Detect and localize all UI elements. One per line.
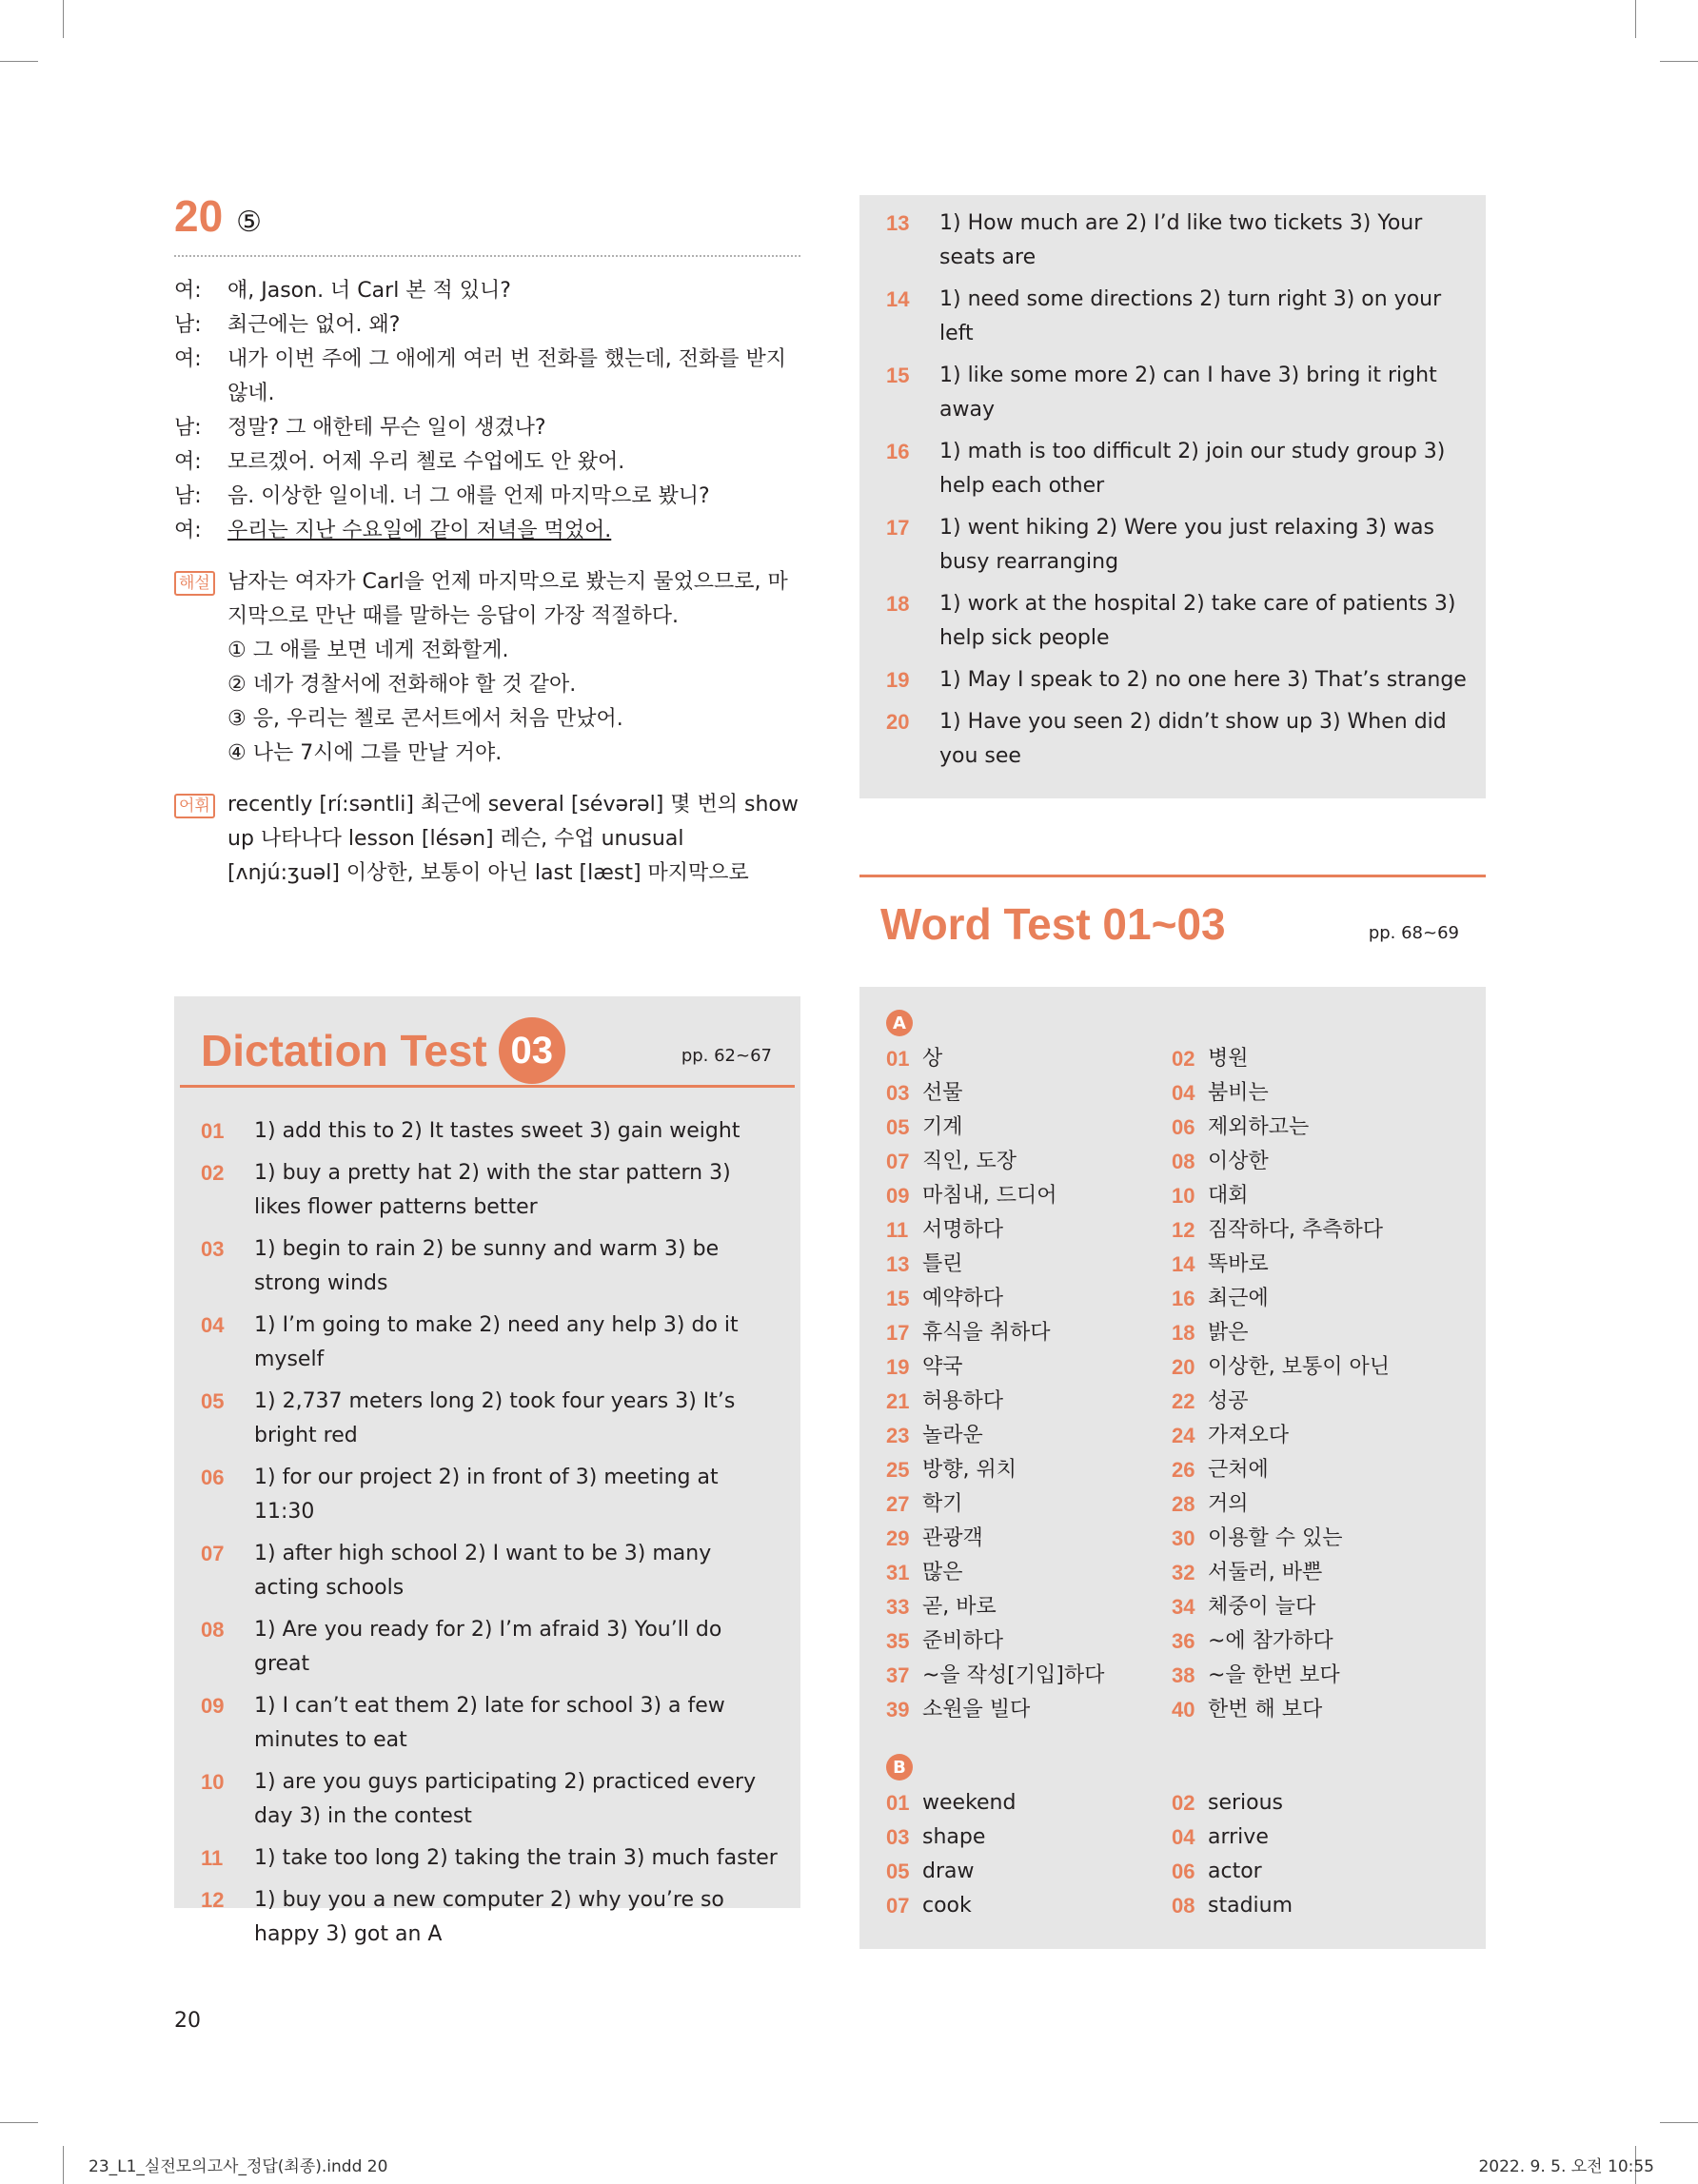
word-meaning: 이상한 [1208, 1150, 1269, 1173]
word-meaning: 붐비는 [1208, 1081, 1269, 1105]
word-meaning: ~을 작성[기입]하다 [922, 1663, 1105, 1687]
word-meaning: 방향, 위치 [922, 1458, 1017, 1482]
dictation-item [886, 283, 1467, 351]
vocabulary [174, 788, 800, 891]
word-number: 09 [886, 1184, 910, 1208]
word-meaning: 가져오다 [1208, 1424, 1290, 1447]
word-number: 22 [1172, 1389, 1195, 1413]
word-number: 08 [1172, 1894, 1195, 1918]
word-meaning: 선물 [922, 1081, 963, 1105]
word-meaning: ~에 참가하다 [1208, 1629, 1333, 1653]
dialogue-line [174, 274, 800, 308]
word-item [886, 1556, 1172, 1590]
dictation-item [886, 705, 1467, 774]
word-number: 35 [886, 1629, 910, 1653]
word-item [886, 1350, 1172, 1385]
word-item [886, 1179, 1172, 1213]
item-answers: 1) buy a pretty hat 2) with the star pattern 3) likes flower patterns better [254, 1161, 731, 1219]
question-header [174, 190, 800, 257]
word-number: 15 [886, 1287, 910, 1310]
word-meaning: 상 [922, 1047, 943, 1071]
item-number: 14 [886, 287, 910, 311]
item-number: 11 [201, 1846, 224, 1870]
word-number: 06 [1172, 1859, 1195, 1883]
dialogue [174, 274, 800, 548]
item-answers: 1) I can’t eat them 2) late for school 3) a few minutes to eat [254, 1694, 725, 1752]
item-number: 16 [886, 440, 910, 463]
word-meaning: 최근에 [1208, 1287, 1269, 1310]
word-meaning: 체중이 늘다 [1208, 1595, 1316, 1619]
word-number: 33 [886, 1595, 910, 1619]
word-number: 29 [886, 1526, 910, 1550]
dictation-item [201, 1156, 781, 1225]
word-item [886, 1659, 1172, 1693]
dialogue-line [174, 445, 800, 480]
item-answers: 1) math is too difficult 2) join our study group 3) help each other [939, 440, 1446, 498]
word-item [886, 1042, 1172, 1076]
item-answers: 1) Have you seen 2) didn’t show up 3) When did you see [939, 710, 1447, 768]
word-item [886, 1693, 1172, 1727]
word-number: 11 [886, 1218, 909, 1242]
word-meaning: serious [1208, 1791, 1284, 1815]
dictation-item [886, 435, 1467, 503]
word-number: 37 [886, 1663, 910, 1687]
item-number: 17 [886, 516, 910, 540]
answer-option: ① 그 애를 보면 네게 전화할게. [227, 639, 509, 662]
word-number: 36 [1172, 1629, 1195, 1653]
dictation-title: Dictation Test [201, 1026, 487, 1075]
word-test-header [859, 875, 1486, 970]
item-answers: 1) I’m going to make 2) need any help 3) do it myself [254, 1313, 739, 1371]
word-item [886, 1076, 1172, 1111]
speaker-label: 남: [174, 313, 202, 337]
word-number: 01 [886, 1047, 910, 1071]
dictation-item [201, 1385, 781, 1453]
word-number: 10 [1172, 1184, 1195, 1208]
crop-mark [63, 2146, 64, 2184]
crop-mark [1660, 61, 1698, 62]
item-number: 09 [201, 1694, 225, 1718]
dictation-item [201, 1308, 781, 1377]
dictation-item [201, 1461, 781, 1529]
speaker-label: 여: [174, 347, 202, 371]
word-number: 28 [1172, 1492, 1195, 1516]
vocabulary-tag: 어휘 [174, 794, 215, 818]
word-number: 02 [1172, 1791, 1195, 1815]
word-meaning: stadium [1208, 1894, 1293, 1918]
word-number: 30 [1172, 1526, 1195, 1550]
word-item [886, 1487, 1172, 1522]
word-meaning: 곧, 바로 [922, 1595, 997, 1619]
word-item [1172, 1522, 1457, 1556]
item-answers: 1) after high school 2) I want to be 3) many acting schools [254, 1542, 712, 1600]
word-number: 25 [886, 1458, 910, 1482]
word-item [886, 1590, 1172, 1624]
item-number: 03 [201, 1237, 225, 1261]
speaker-label: 남: [174, 416, 202, 440]
dialogue-text: 얘, Jason. 너 Carl 본 적 있니? [227, 279, 511, 303]
item-answers: 1) begin to rain 2) be sunny and warm 3) be strong winds [254, 1237, 720, 1295]
word-number: 05 [886, 1115, 910, 1139]
word-number: 07 [886, 1894, 910, 1918]
word-number: 13 [886, 1252, 910, 1276]
word-number: 05 [886, 1859, 910, 1883]
word-number: 27 [886, 1492, 910, 1516]
item-answers: 1) work at the hospital 2) take care of patients 3) help sick people [939, 592, 1456, 650]
item-number: 08 [201, 1618, 225, 1642]
dialogue-text: 최근에는 없어. 왜? [227, 313, 401, 337]
dictation-item [201, 1765, 781, 1834]
speaker-label: 남: [174, 484, 202, 508]
word-number: 06 [1172, 1115, 1195, 1139]
item-number: 04 [201, 1313, 225, 1337]
word-meaning: 학기 [922, 1492, 963, 1516]
dictation-item [201, 1841, 781, 1876]
word-meaning: weekend [922, 1791, 1017, 1815]
word-meaning: 놀라운 [922, 1424, 983, 1447]
speaker-label: 여: [174, 519, 202, 542]
word-meaning: 거의 [1208, 1492, 1249, 1516]
word-item [1172, 1042, 1457, 1076]
word-number: 26 [1172, 1458, 1195, 1482]
word-number: 38 [1172, 1663, 1195, 1687]
word-meaning: 짐작하다, 추측하다 [1208, 1218, 1384, 1242]
word-meaning: 소원을 빌다 [922, 1698, 1031, 1722]
item-number: 01 [201, 1119, 225, 1143]
dialogue-text: 음. 이상한 일이네. 너 그 애를 언제 마지막으로 봤니? [227, 484, 710, 508]
item-number: 13 [886, 211, 910, 235]
item-number: 18 [886, 592, 910, 616]
crop-mark [0, 2122, 38, 2123]
word-number: 14 [1172, 1252, 1195, 1276]
item-number: 06 [201, 1466, 225, 1489]
word-meaning: 성공 [1208, 1389, 1249, 1413]
explanation-text: 남자는 여자가 Carl을 언제 마지막으로 봤는지 물었으므로, 마지막으로 만난 때를 말하는 응답이 가장 적절하다. [227, 570, 788, 628]
word-item [886, 1111, 1172, 1145]
answer-option: ② 네가 경찰서에 전화해야 할 것 같아. [227, 673, 577, 697]
word-item [1172, 1693, 1457, 1727]
word-meaning: 약국 [922, 1355, 963, 1379]
word-number: 32 [1172, 1561, 1195, 1584]
word-number: 03 [886, 1825, 910, 1849]
word-meaning: 제외하고는 [1208, 1115, 1310, 1139]
word-item [1172, 1855, 1457, 1889]
word-item [1172, 1076, 1457, 1111]
dictation-item [201, 1689, 781, 1758]
word-meaning: ~을 한번 보다 [1208, 1663, 1340, 1687]
item-number: 05 [201, 1389, 225, 1413]
word-number: 03 [886, 1081, 910, 1105]
dictation-item [201, 1232, 781, 1301]
item-answers: 1) need some directions 2) turn right 3) on your left [939, 287, 1442, 345]
word-number: 40 [1172, 1698, 1195, 1722]
dictation-item [201, 1613, 781, 1682]
word-item [886, 1889, 1172, 1923]
word-item [886, 1213, 1172, 1248]
dictation-items [174, 1088, 800, 1952]
word-meaning: shape [922, 1825, 986, 1849]
item-answers: 1) May I speak to 2) no one here 3) That’s strange [939, 668, 1467, 692]
word-number: 39 [886, 1698, 910, 1722]
dictation-item [886, 587, 1467, 656]
item-answers: 1) for our project 2) in front of 3) meeting at 11:30 [254, 1466, 719, 1524]
dictation-badge: 03 [499, 1017, 565, 1084]
word-number: 07 [886, 1150, 910, 1173]
word-meaning: arrive [1208, 1825, 1269, 1849]
word-meaning: cook [922, 1894, 972, 1918]
word-meaning: 마침내, 드디어 [922, 1184, 1057, 1208]
item-answers: 1) 2,737 meters long 2) took four years 3) It’s bright red [254, 1389, 736, 1447]
word-number: 31 [886, 1561, 910, 1584]
word-item [886, 1419, 1172, 1453]
dictation-continued-panel [859, 195, 1486, 798]
section-b-label: B [886, 1754, 913, 1781]
word-number: 02 [1172, 1047, 1195, 1071]
word-item [1172, 1145, 1457, 1179]
section-a-grid [886, 1042, 1467, 1727]
dictation-item [886, 359, 1467, 427]
item-answers: 1) are you guys participating 2) practiced every day 3) in the contest [254, 1770, 757, 1828]
dialogue-line [174, 343, 800, 411]
crop-mark [63, 0, 64, 38]
word-meaning: 예약하다 [922, 1287, 1004, 1310]
crop-mark [0, 61, 38, 62]
speaker-label: 여: [174, 450, 202, 474]
word-item [1172, 1659, 1457, 1693]
word-item [1172, 1889, 1457, 1923]
dialogue-line [174, 411, 800, 445]
word-item [886, 1624, 1172, 1659]
explanation-tag: 해설 [174, 571, 215, 596]
word-meaning: 준비하다 [922, 1629, 1004, 1653]
dialogue-text: 내가 이번 주에 그 애에게 여러 번 전화를 했는데, 전화를 받지 않네. [227, 347, 786, 405]
word-item [886, 1855, 1172, 1889]
speaker-label: 여: [174, 279, 202, 303]
word-item [886, 1453, 1172, 1487]
section-b-grid [886, 1786, 1467, 1923]
word-item [1172, 1385, 1457, 1419]
word-meaning: 허용하다 [922, 1389, 1004, 1413]
word-number: 19 [886, 1355, 910, 1379]
item-number: 19 [886, 668, 910, 692]
word-number: 21 [886, 1389, 910, 1413]
crop-mark [1660, 2122, 1698, 2123]
word-item [1172, 1419, 1457, 1453]
word-number: 24 [1172, 1424, 1195, 1447]
dialogue-line [174, 480, 800, 514]
dictation-item [201, 1114, 781, 1149]
word-item [1172, 1111, 1457, 1145]
word-test-title: Word Test 01~03 [880, 899, 1226, 949]
item-number: 20 [886, 710, 910, 734]
item-number: 12 [201, 1888, 225, 1912]
question-number: 20 [174, 191, 224, 241]
word-item [1172, 1820, 1457, 1855]
word-number: 08 [1172, 1150, 1195, 1173]
word-meaning: actor [1208, 1859, 1262, 1883]
word-meaning: 이상한, 보통이 아닌 [1208, 1355, 1390, 1379]
dictation-pages: pp. 62~67 [681, 1046, 772, 1066]
footer-filename: 23_L1_실전모의고사_정답(최종).indd 20 [89, 2157, 388, 2176]
vocabulary-text: recently [rí:səntli] 최근에 several [sévərəl] 몇 번의 show up 나타나다 lesson [lésən] 레슨, 수업 unusual [ʌnjú:ʒuəl] 이상한, 보통이 아닌 last [læst] 마지막으로 [227, 793, 799, 885]
dictation-item [201, 1883, 781, 1952]
item-number: 15 [886, 364, 910, 387]
word-number: 12 [1172, 1218, 1195, 1242]
word-test-section [859, 875, 1486, 1949]
footer-timestamp: 2022. 9. 5. 오전 10:55 [1478, 2157, 1654, 2176]
word-test-body [859, 987, 1486, 1949]
word-item [1172, 1786, 1457, 1820]
item-number: 07 [201, 1542, 225, 1565]
section-a-label: A [886, 1010, 913, 1036]
word-number: 18 [1172, 1321, 1195, 1345]
word-item [886, 1145, 1172, 1179]
dialogue-text: 모르겠어. 어제 우리 첼로 수업에도 안 왔어. [227, 450, 625, 474]
word-item [886, 1248, 1172, 1282]
word-meaning: 병원 [1208, 1047, 1249, 1071]
word-item [886, 1282, 1172, 1316]
word-meaning: 많은 [922, 1561, 963, 1584]
dictation-header [180, 996, 795, 1088]
word-meaning: 서명하다 [922, 1218, 1004, 1242]
dialogue-text: 정말? 그 애한테 무슨 일이 생겼나? [227, 416, 546, 440]
word-meaning: 틀린 [922, 1252, 963, 1276]
dictation-item [886, 511, 1467, 580]
word-item [1172, 1556, 1457, 1590]
item-number: 02 [201, 1161, 225, 1185]
word-item [1172, 1282, 1457, 1316]
word-item [886, 1786, 1172, 1820]
word-number: 23 [886, 1424, 910, 1447]
word-item [886, 1385, 1172, 1419]
word-number: 17 [886, 1321, 910, 1345]
crop-mark [1635, 0, 1636, 38]
word-number: 34 [1172, 1595, 1195, 1619]
word-number: 01 [886, 1791, 910, 1815]
word-number: 04 [1172, 1825, 1195, 1849]
word-meaning: 관광객 [922, 1526, 983, 1550]
answer-option: ④ 나는 7시에 그를 만날 거야. [227, 741, 503, 765]
dictation-item [201, 1537, 781, 1605]
word-item [886, 1820, 1172, 1855]
item-number: 10 [201, 1770, 225, 1794]
dictation-item [886, 207, 1467, 275]
word-meaning: 기계 [922, 1115, 963, 1139]
dialogue-line [174, 514, 800, 548]
word-meaning: draw [922, 1859, 975, 1883]
word-meaning: 밝은 [1208, 1321, 1249, 1345]
word-item [1172, 1316, 1457, 1350]
word-test-pages: pp. 68~69 [1368, 923, 1459, 943]
word-item [886, 1316, 1172, 1350]
item-answers: 1) like some more 2) can I have 3) bring it right away [939, 364, 1437, 422]
question-20-block [174, 190, 800, 891]
word-item [1172, 1213, 1457, 1248]
word-meaning: 서둘러, 바쁜 [1208, 1561, 1323, 1584]
dictation-item [886, 663, 1467, 698]
answer-option: ③ 응, 우리는 첼로 콘서트에서 처음 만났어. [227, 707, 623, 731]
dictation-test-panel [174, 996, 800, 1946]
dialogue-text: 우리는 지난 수요일에 같이 저녁을 먹었어. [227, 519, 612, 542]
item-answers: 1) buy you a new computer 2) why you’re so happy 3) got an A [254, 1888, 724, 1946]
explanation [174, 565, 800, 771]
word-item [1172, 1350, 1457, 1385]
word-item [1172, 1248, 1457, 1282]
word-item [1172, 1179, 1457, 1213]
word-meaning: 똑바로 [1208, 1252, 1269, 1276]
item-answers: 1) Are you ready for 2) I’m afraid 3) You’ll do great [254, 1618, 722, 1676]
word-number: 04 [1172, 1081, 1195, 1105]
word-meaning: 한번 해 보다 [1208, 1698, 1323, 1722]
word-number: 20 [1172, 1355, 1195, 1379]
word-meaning: 직인, 도장 [922, 1150, 1017, 1173]
word-item [1172, 1453, 1457, 1487]
word-item [886, 1522, 1172, 1556]
word-item [1172, 1487, 1457, 1522]
word-meaning: 이용할 수 있는 [1208, 1526, 1343, 1550]
question-answer: ⑤ [236, 206, 263, 239]
page-number: 20 [174, 2009, 201, 2033]
word-meaning: 휴식을 취하다 [922, 1321, 1051, 1345]
item-answers: 1) went hiking 2) Were you just relaxing 3) was busy rearranging [939, 516, 1434, 574]
word-item [1172, 1590, 1457, 1624]
item-answers: 1) take too long 2) taking the train 3) much faster [254, 1846, 778, 1870]
dialogue-line [174, 308, 800, 343]
item-answers: 1) How much are 2) I’d like two tickets 3) Your seats are [939, 211, 1423, 269]
word-meaning: 근처에 [1208, 1458, 1269, 1482]
word-item [1172, 1624, 1457, 1659]
word-number: 16 [1172, 1287, 1195, 1310]
word-meaning: 대회 [1208, 1184, 1249, 1208]
item-answers: 1) add this to 2) It tastes sweet 3) gain weight [254, 1119, 740, 1143]
